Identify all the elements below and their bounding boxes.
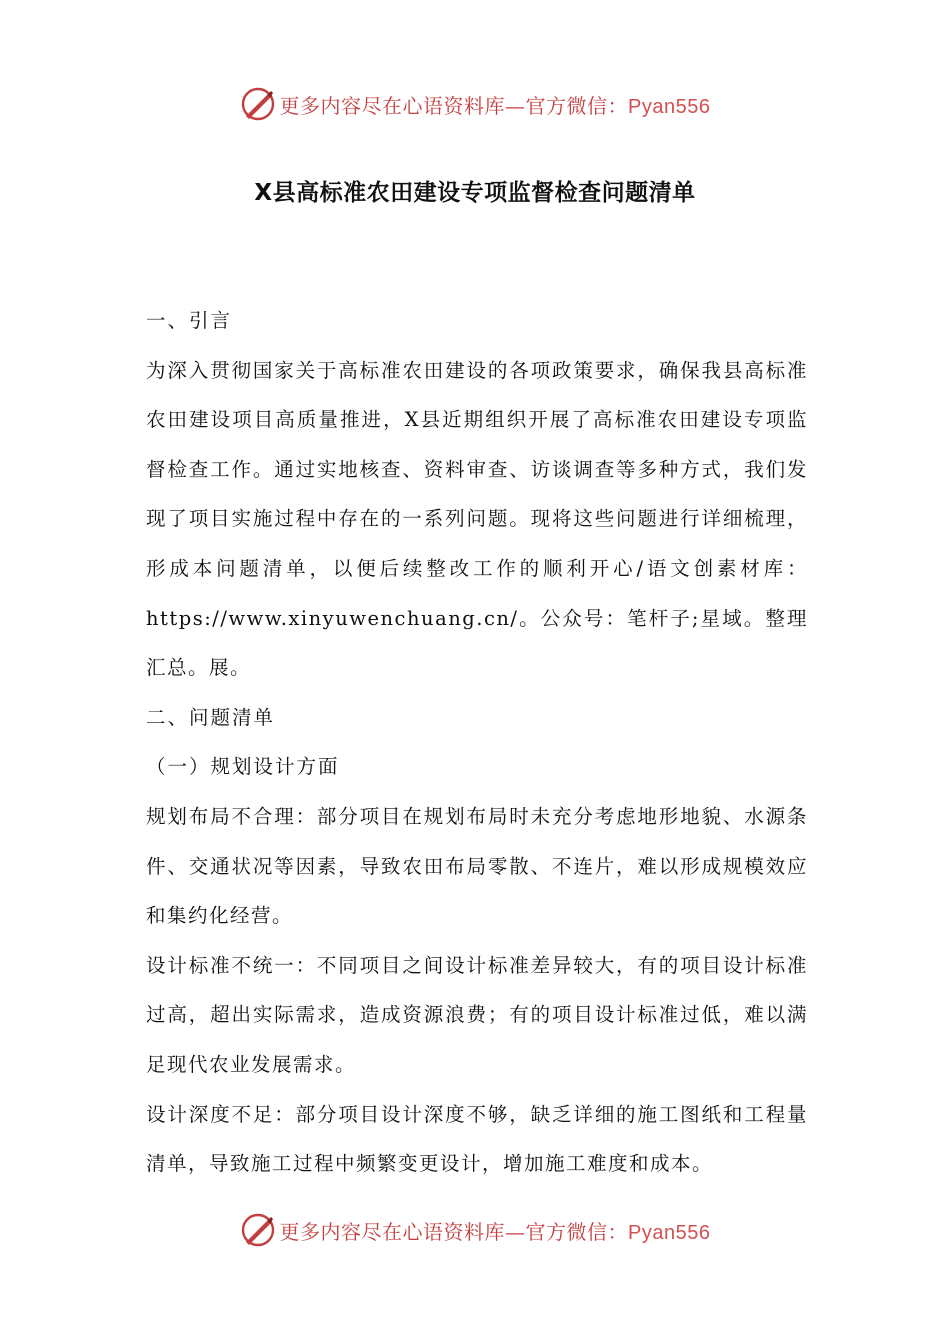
issue-paragraph: 设计深度不足：部分项目设计深度不够，缺乏详细的施工图纸和工程量清单，导致施工过程中频繁变更设计，增加施工难度和成本。	[146, 1102, 808, 1176]
document-title: X县高标准农田建设专项监督检查问题清单	[254, 180, 696, 206]
wechat-id: Pyan556	[628, 95, 711, 118]
subsection-heading-planning: （一）规划设计方面	[146, 755, 340, 779]
issue-paragraph: 设计标准不统一：不同项目之间设计标准差异较大，有的项目设计标准过高，超出实际需求，造成资源浪费；有的项目设计标准过低，难以满足现代农业发展需求。	[146, 953, 808, 1076]
wechat-id: Pyan556	[628, 1221, 711, 1244]
watermark-banner-top	[0, 84, 950, 124]
section-heading-intro: 一、引言	[146, 309, 233, 332]
document-body	[146, 296, 808, 1189]
watermark-text: 更多内容尽在心语资料库—官方微信：Pyan556	[279, 1219, 711, 1244]
pen-logo-icon	[240, 86, 276, 122]
section-heading-issues: 二、问题清单	[146, 705, 276, 729]
watermark-banner-bottom	[0, 1210, 950, 1250]
intro-paragraph: 为深入贯彻国家关于高标准农田建设的各项政策要求，确保我县高标准农田建设项目高质量推进，X县近期组织开展了高标准农田建设专项监督检查工作。通过实地核查、资料审查、访谈调查等多种方式，我们发现了项目实施过程中存在的一系列问题。现将这些问题进行详细梳理，形成本问题清单，以便后续整改工作的顺利开心/语文创素材库：https://www.xinyuwenchuang.cn/。公众号：笔杆子;星域。整理汇总。展。	[146, 358, 808, 680]
issue-paragraph: 规划布局不合理：部分项目在规划布局时未充分考虑地形地貌、水源条件、交通状况等因素，导致农田布局零散、不连片，难以形成规模效应和集约化经营。	[146, 804, 808, 928]
pen-logo-icon	[240, 1212, 276, 1248]
watermark-text: 更多内容尽在心语资料库—官方微信：Pyan556	[279, 93, 711, 118]
